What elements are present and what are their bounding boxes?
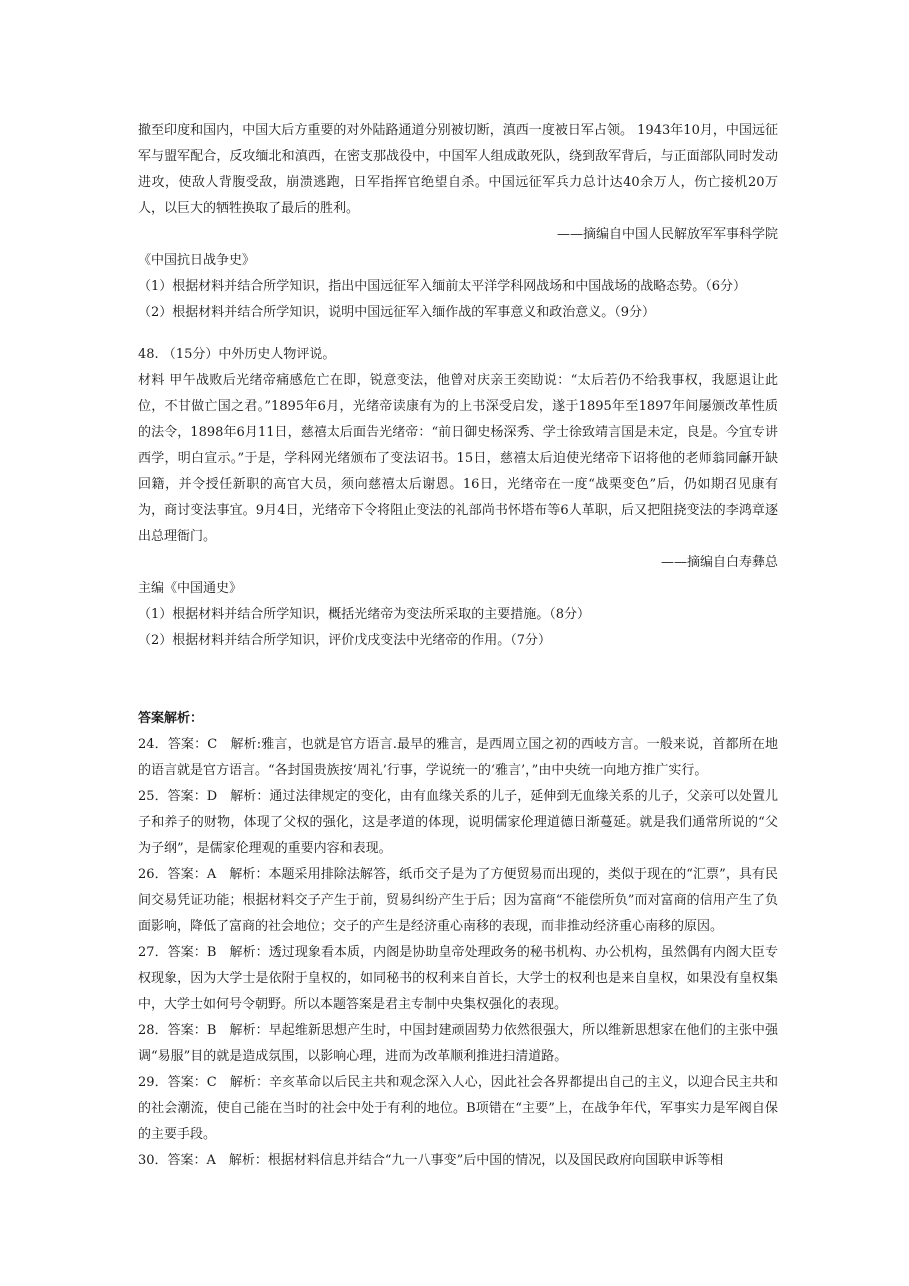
- answer-24: 24．答案：C 解析:雅言，也就是官方语言.最早的雅言，是西周立国之初的西岐方言。一般来说，首都所在地的语言就是官方语言。“各封国贵族按‘周礼’行事，学说统一的‘雅言’，”由中央统一向地方推广实行。: [138, 737, 778, 778]
- section48-question-1: （1）根据材料并结合所学知识，概括光绪帝为变法所采取的主要措施。（8分）: [138, 607, 591, 622]
- section47-paragraph: 撤至印度和国内，中国大后方重要的对外陆路通道分别被切断，滇西一度被日军占领。 1943年10月，中国远征军与盟军配合，反攻缅北和滇西，在密支那战役中，中国军人组成敢死队，绕到敌军背后，与正面部队同时发动进攻，使敌人背腹受敌，崩溃逃跑，日军指挥官绝望自杀。中国远征军兵力总计达40余万人，伤亡接机20万人，以巨大的牺牲换取了最后的胜利。: [138, 123, 778, 216]
- answers-heading: 答案解析：: [138, 711, 204, 726]
- section48-source: ——摘编自白寿彝总: [660, 555, 778, 570]
- section47-question-2: （2）根据材料并结合所学知识，说明中国远征军入缅作战的军事意义和政治意义。（9分）: [138, 305, 656, 320]
- answer-28: 28．答案：B 解析：早起维新思想产生时，中国封建顽固势力依然很强大，所以维新思想家在他们的主张中强调“易服”目的就是造成氛围，以影响心理，进而为改革顺利推进扫清道路。: [138, 1023, 778, 1064]
- section48-question-2: （2）根据材料并结合所学知识，评价戊戌变法中光绪帝的作用。（7分）: [138, 633, 552, 648]
- section48-source-continued: 主编《中国通史》: [138, 581, 243, 596]
- answer-25: 25．答案：D 解析：通过法律规定的变化，由有血缘关系的儿子，延伸到无血缘关系的儿子，父亲可以处置儿子和养子的财物，体现了父权的强化，这是孝道的体现，说明儒家伦理道德日渐蔓延。就是我们通常所说的“父为子纲”，是儒家伦理观的重要内容和表现。: [138, 789, 778, 856]
- answer-29: 29．答案：C 解析：辛亥革命以后民主共和观念深入人心，因此社会各界都提出自己的主义，以迎合民主共和的社会潮流，使自己能在当时的社会中处于有利的地位。B项错在“主要”上，在战争年代，军事实力是军阀自保的主要手段。: [138, 1075, 778, 1142]
- section47-source: ——摘编自中国人民解放军军事科学院: [556, 227, 778, 242]
- document-page: [138, 118, 778, 1174]
- answer-30: 30．答案：A 解析：根据材料信息并结合“九一八事变”后中国的情况，以及国民政府向国联申诉等相: [138, 1153, 724, 1168]
- section47-question-1: （1）根据材料并结合所学知识，指出中国远征军入缅前太平洋学科网战场和中国战场的战略态势。（6分）: [138, 279, 747, 294]
- answer-27: 27．答案：B 解析：透过现象看本质，内阁是协助皇帝处理政务的秘书机构、办公机构，虽然偶有内阁大臣专权现象，因为大学士是依附于皇权的，如同秘书的权利来自首长，大学士的权利也是来自皇权，如果没有皇权集中，大学士如何号令朝野。所以本题答案是君主专制中央集权强化的表现。: [138, 945, 778, 1012]
- section47-source-continued: 《中国抗日战争史》: [138, 253, 256, 268]
- section48-material: 材料 甲午战败后光绪帝痛感危亡在即，锐意变法，他曾对庆亲王奕劻说：“太后若仍不给我事权，我愿退让此位，不甘做亡国之君。”1895年6月，光绪帝读康有为的上书深受启发，遂于1895年至1897年间屡颁改革性质的法令，1898年6月11日，慈禧太后面告光绪帝：“前日御史杨深秀、学士徐致靖言国是未定，良是。今宜专讲西学，明白宣示。”于是，学科网光绪颁布了变法诏书。15日，慈禧太后迫使光绪帝下诏将他的老师翁同龢开缺回籍，并令授任新职的高官大员，须向慈禧太后谢恩。16日，光绪帝在一度“战栗变色”后，仍如期召见康有为，商讨变法事宜。9月4日，光绪帝下令将阻止变法的礼部尚书怀塔布等6人革职，后又把阻挠变法的李鸿章逐出总理衙门。: [138, 373, 778, 544]
- answer-26: 26．答案：A 解析：本题采用排除法解答，纸币交子是为了方便贸易而出现的，类似于现在的“汇票”，具有民间交易凭证功能；根据材料交子产生于前，贸易纠纷产生于后；因为富商“不能偿所负”而对富商的信用产生了负面影响，降低了富商的社会地位；交子的产生是经济重心南移的表现，而非推动经济重心南移的原因。: [138, 867, 778, 934]
- section48-title: 48. （15分）中外历史人物评说。: [138, 347, 336, 362]
